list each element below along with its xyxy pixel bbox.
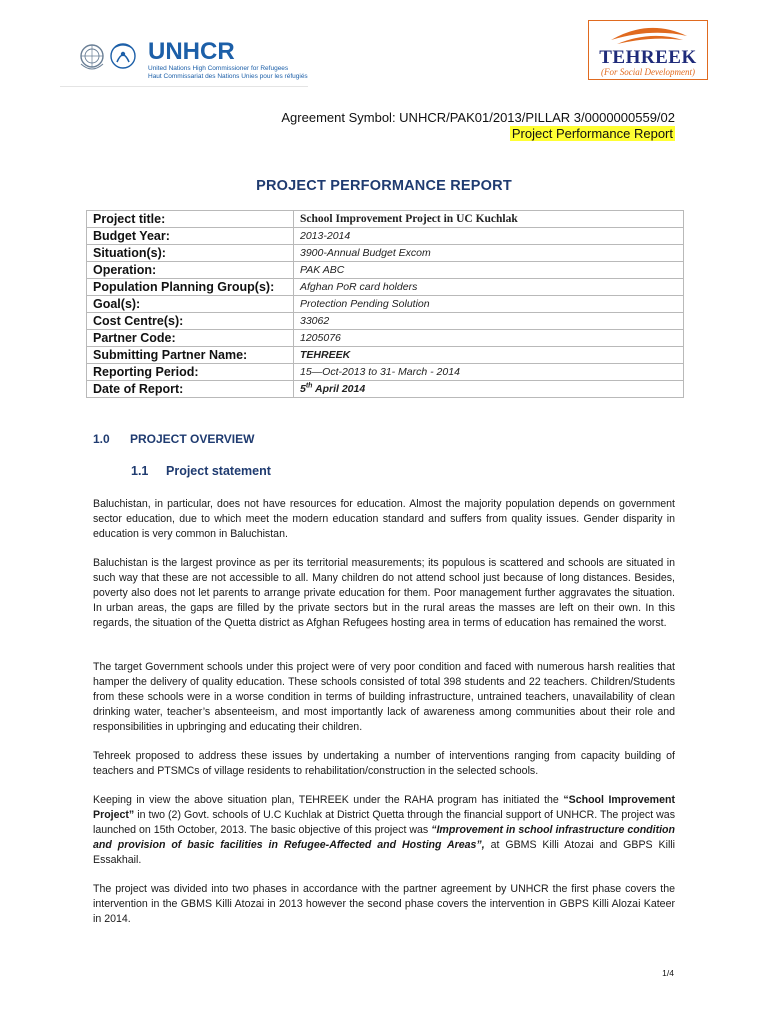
paragraph: Tehreek proposed to address these issues by undertaking a number of interventions ranging from capacity building of teachers and PTSMCs of village residents to rehabilitation/construction in the selected schools. (93, 750, 675, 777)
page-title: PROJECT PERFORMANCE REPORT (256, 178, 512, 194)
agreement-symbol: Agreement Symbol: UNHCR/PAK01/2013/PILLAR 3/0000000559/02 (281, 110, 675, 125)
table-row (87, 313, 684, 330)
row-value: 2013-2014 (294, 228, 684, 245)
table-row (87, 296, 684, 313)
subsection-title: Project statement (166, 464, 271, 478)
row-label: Budget Year: (87, 228, 294, 245)
row-label: Date of Report: (87, 381, 294, 398)
paragraph: The target Government schools under this project were of very poor condition and faced with numerous harsh realities that hamper the delivery of quality education. These schools consisted of total 398 students and 22 teachers. Children/Students from these schools were in a worse condition in terms of building infrastructure, untrained teachers, unavailability of clean drinking water, teacher’s absenteeism, and most importantly lack of awareness among communities about their role and responsibilities in upbringing and educating their children. (93, 661, 675, 733)
paragraph: Keeping in view the above situation plan, TEHREEK under the RAHA program has initiated the “School Improvement Project” in two (2) Govt. schools of U.C Kuchlak at District Quetta through the financial support of UNHCR. The project was launched on 15th October, 2013. The basic objective of this project was “Improvement in school infrastructure condition and provision of basic facilities in Refugee-Affected and Hosting Areas”, at GBMS Killi Atozai and GBPS Killi Essakhail. (93, 794, 675, 866)
report-label-highlight: Project Performance Report (511, 126, 673, 141)
row-label: Operation: (87, 262, 294, 279)
row-value: 33062 (294, 313, 684, 330)
row-value: Afghan PoR card holders (294, 279, 684, 296)
project-info-table (86, 210, 684, 398)
subsection-heading (131, 464, 271, 478)
row-value: 3900-Annual Budget Excom (294, 245, 684, 262)
paragraph: The project was divided into two phases in accordance with the partner agreement by UNHCR the first phase covers the intervention in the GBMS Killi Atozai in 2013 however the second phase covers the intervention in GBPS Killi Alozai Kateer in 2014. (93, 883, 675, 925)
table-row (87, 364, 684, 381)
section-title: PROJECT OVERVIEW (130, 432, 255, 446)
header-divider (60, 86, 308, 87)
table-row (87, 279, 684, 296)
table-row (87, 245, 684, 262)
row-label: Reporting Period: (87, 364, 294, 381)
table-row (87, 381, 684, 398)
un-emblem-icon (78, 38, 140, 78)
row-value: School Improvement Project in UC Kuchlak (294, 211, 684, 228)
subsection-number: 1.1 (131, 464, 149, 478)
row-value: TEHREEK (294, 347, 684, 364)
table-row (87, 211, 684, 228)
row-label: Cost Centre(s): (87, 313, 294, 330)
row-label: Population Planning Group(s): (87, 279, 294, 296)
row-value: Protection Pending Solution (294, 296, 684, 313)
table-row (87, 262, 684, 279)
tehreek-logo (588, 20, 708, 80)
section-number: 1.0 (93, 432, 110, 446)
row-label: Partner Code: (87, 330, 294, 347)
unhcr-wordmark: UNHCR (148, 38, 235, 65)
table-row (87, 330, 684, 347)
unhcr-logo (78, 36, 310, 86)
row-label: Situation(s): (87, 245, 294, 262)
unhcr-subtitle: United Nations High Commissioner for Refugees Haut Commissariat des Nations Unies pour les réfugiés (148, 65, 308, 80)
paragraph: Baluchistan is the largest province as per its territorial measurements; its populous is scattered and schools are situated in such way that these are not accessible to all. Many children do not attend school just because of long distances. Besides, poverty also does not let parents to arrange private education for them. Poor management further aggravates the situation. In urban areas, the gaps are filled by the private sectors but in the rural areas the masses are left on their own. In this regards, the situation of the Quetta district as Afghan Refugees hosting area in terms of education has remained the worst. (93, 557, 675, 629)
tehreek-tagline: (For Social Development) (601, 67, 695, 77)
page-number: 1/4 (662, 968, 674, 978)
row-label: Goal(s): (87, 296, 294, 313)
row-value: 1205076 (294, 330, 684, 347)
row-value: 15—Oct-2013 to 31- March - 2014 (294, 364, 684, 381)
row-label: Project title: (87, 211, 294, 228)
table-row (87, 347, 684, 364)
swoosh-icon (607, 24, 691, 48)
tehreek-wordmark: TEHREEK (599, 47, 697, 68)
row-value: PAK ABC (294, 262, 684, 279)
table-row (87, 228, 684, 245)
row-value: 5th April 2014 (294, 381, 684, 398)
section-heading (93, 432, 254, 446)
paragraph: Baluchistan, in particular, does not have resources for education. Almost the majority population depends on government sector education, due to which meet the modern education standard and suffers from quality issues. Gender disparity in education is very common in Baluchistan. (93, 498, 675, 540)
row-label: Submitting Partner Name: (87, 347, 294, 364)
